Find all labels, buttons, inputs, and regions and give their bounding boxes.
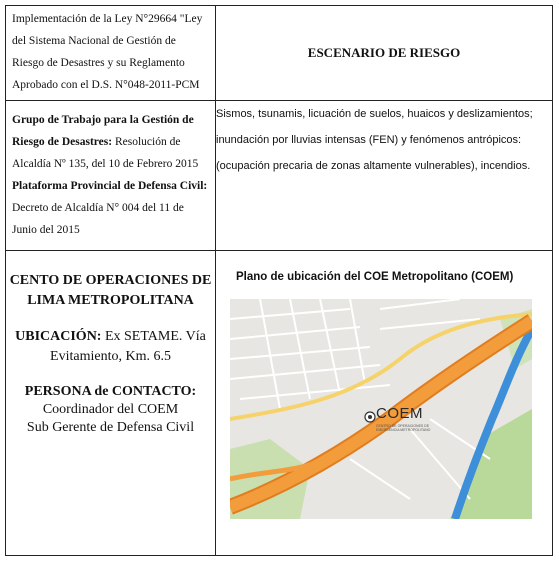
contact-label: PERSONA de CONTACTO: [24, 384, 197, 399]
group-text [6, 107, 215, 245]
coe-location [6, 327, 215, 367]
contact-line: Coordinador del COEM [42, 402, 179, 417]
coe-info-cell [6, 251, 216, 556]
coem-marker-sub: CENTRO DE OPERACIONES DE EMERGENCIA METROPOLITANO [376, 424, 431, 432]
risk-scenario-title: ESCENARIO DE RIESGO [307, 45, 461, 60]
law-cell [6, 6, 216, 101]
location-map[interactable] [230, 299, 532, 519]
table-row [6, 6, 553, 101]
platform-title: Plataforma Provincial de Defensa Civil: [12, 179, 208, 192]
risk-description-cell [216, 101, 553, 251]
law-text: Implementación de la Ley N°29664 "Ley del Sistema Nacional de Gestión de Riesgo de Desastres y su Reglamento Aprobado con el D.S. N°048-2011-PCM [12, 13, 203, 91]
table-row [6, 251, 553, 556]
table-row [6, 101, 553, 251]
coe-name [6, 271, 215, 311]
location-label: UBICACIÓN: [15, 329, 102, 344]
location-value: Ex SETAME. Vía [104, 329, 206, 344]
document-table [5, 5, 553, 556]
group-cell [6, 101, 216, 251]
risk-description: Sismos, tsunamis, licuación de suelos, huaicos y deslizamientos; inundación por lluvias intensas (FEN) y fenómenos antrópicos: (ocupación precaria de zonas altamente vulnerables), incendios. [216, 108, 533, 172]
coe-name-line: CENTO DE OPERACIONES DE [9, 273, 212, 288]
contact-line: Sub Gerente de Defensa Civil [26, 420, 195, 435]
map-title: Plano de ubicación del COE Metropolitano (COEM) [236, 271, 514, 283]
platform-decree: Decreto de Alcaldía N° 004 del 11 de Junio del 2015 [12, 201, 184, 236]
location-value: Evitamiento, Km. 6.5 [50, 349, 171, 364]
risk-title-cell [216, 6, 553, 101]
coe-name-line: LIMA METROPOLITANA [27, 293, 194, 308]
map-cell [216, 251, 553, 556]
group-title: Grupo de Trabajo para la Gestión de Riesgo de Desastres: [12, 113, 194, 148]
group-resolution: Resolución de Alcaldía Nº 135, del 10 de Febrero 2015 [12, 135, 199, 170]
coem-marker-label: COEM [376, 405, 423, 422]
